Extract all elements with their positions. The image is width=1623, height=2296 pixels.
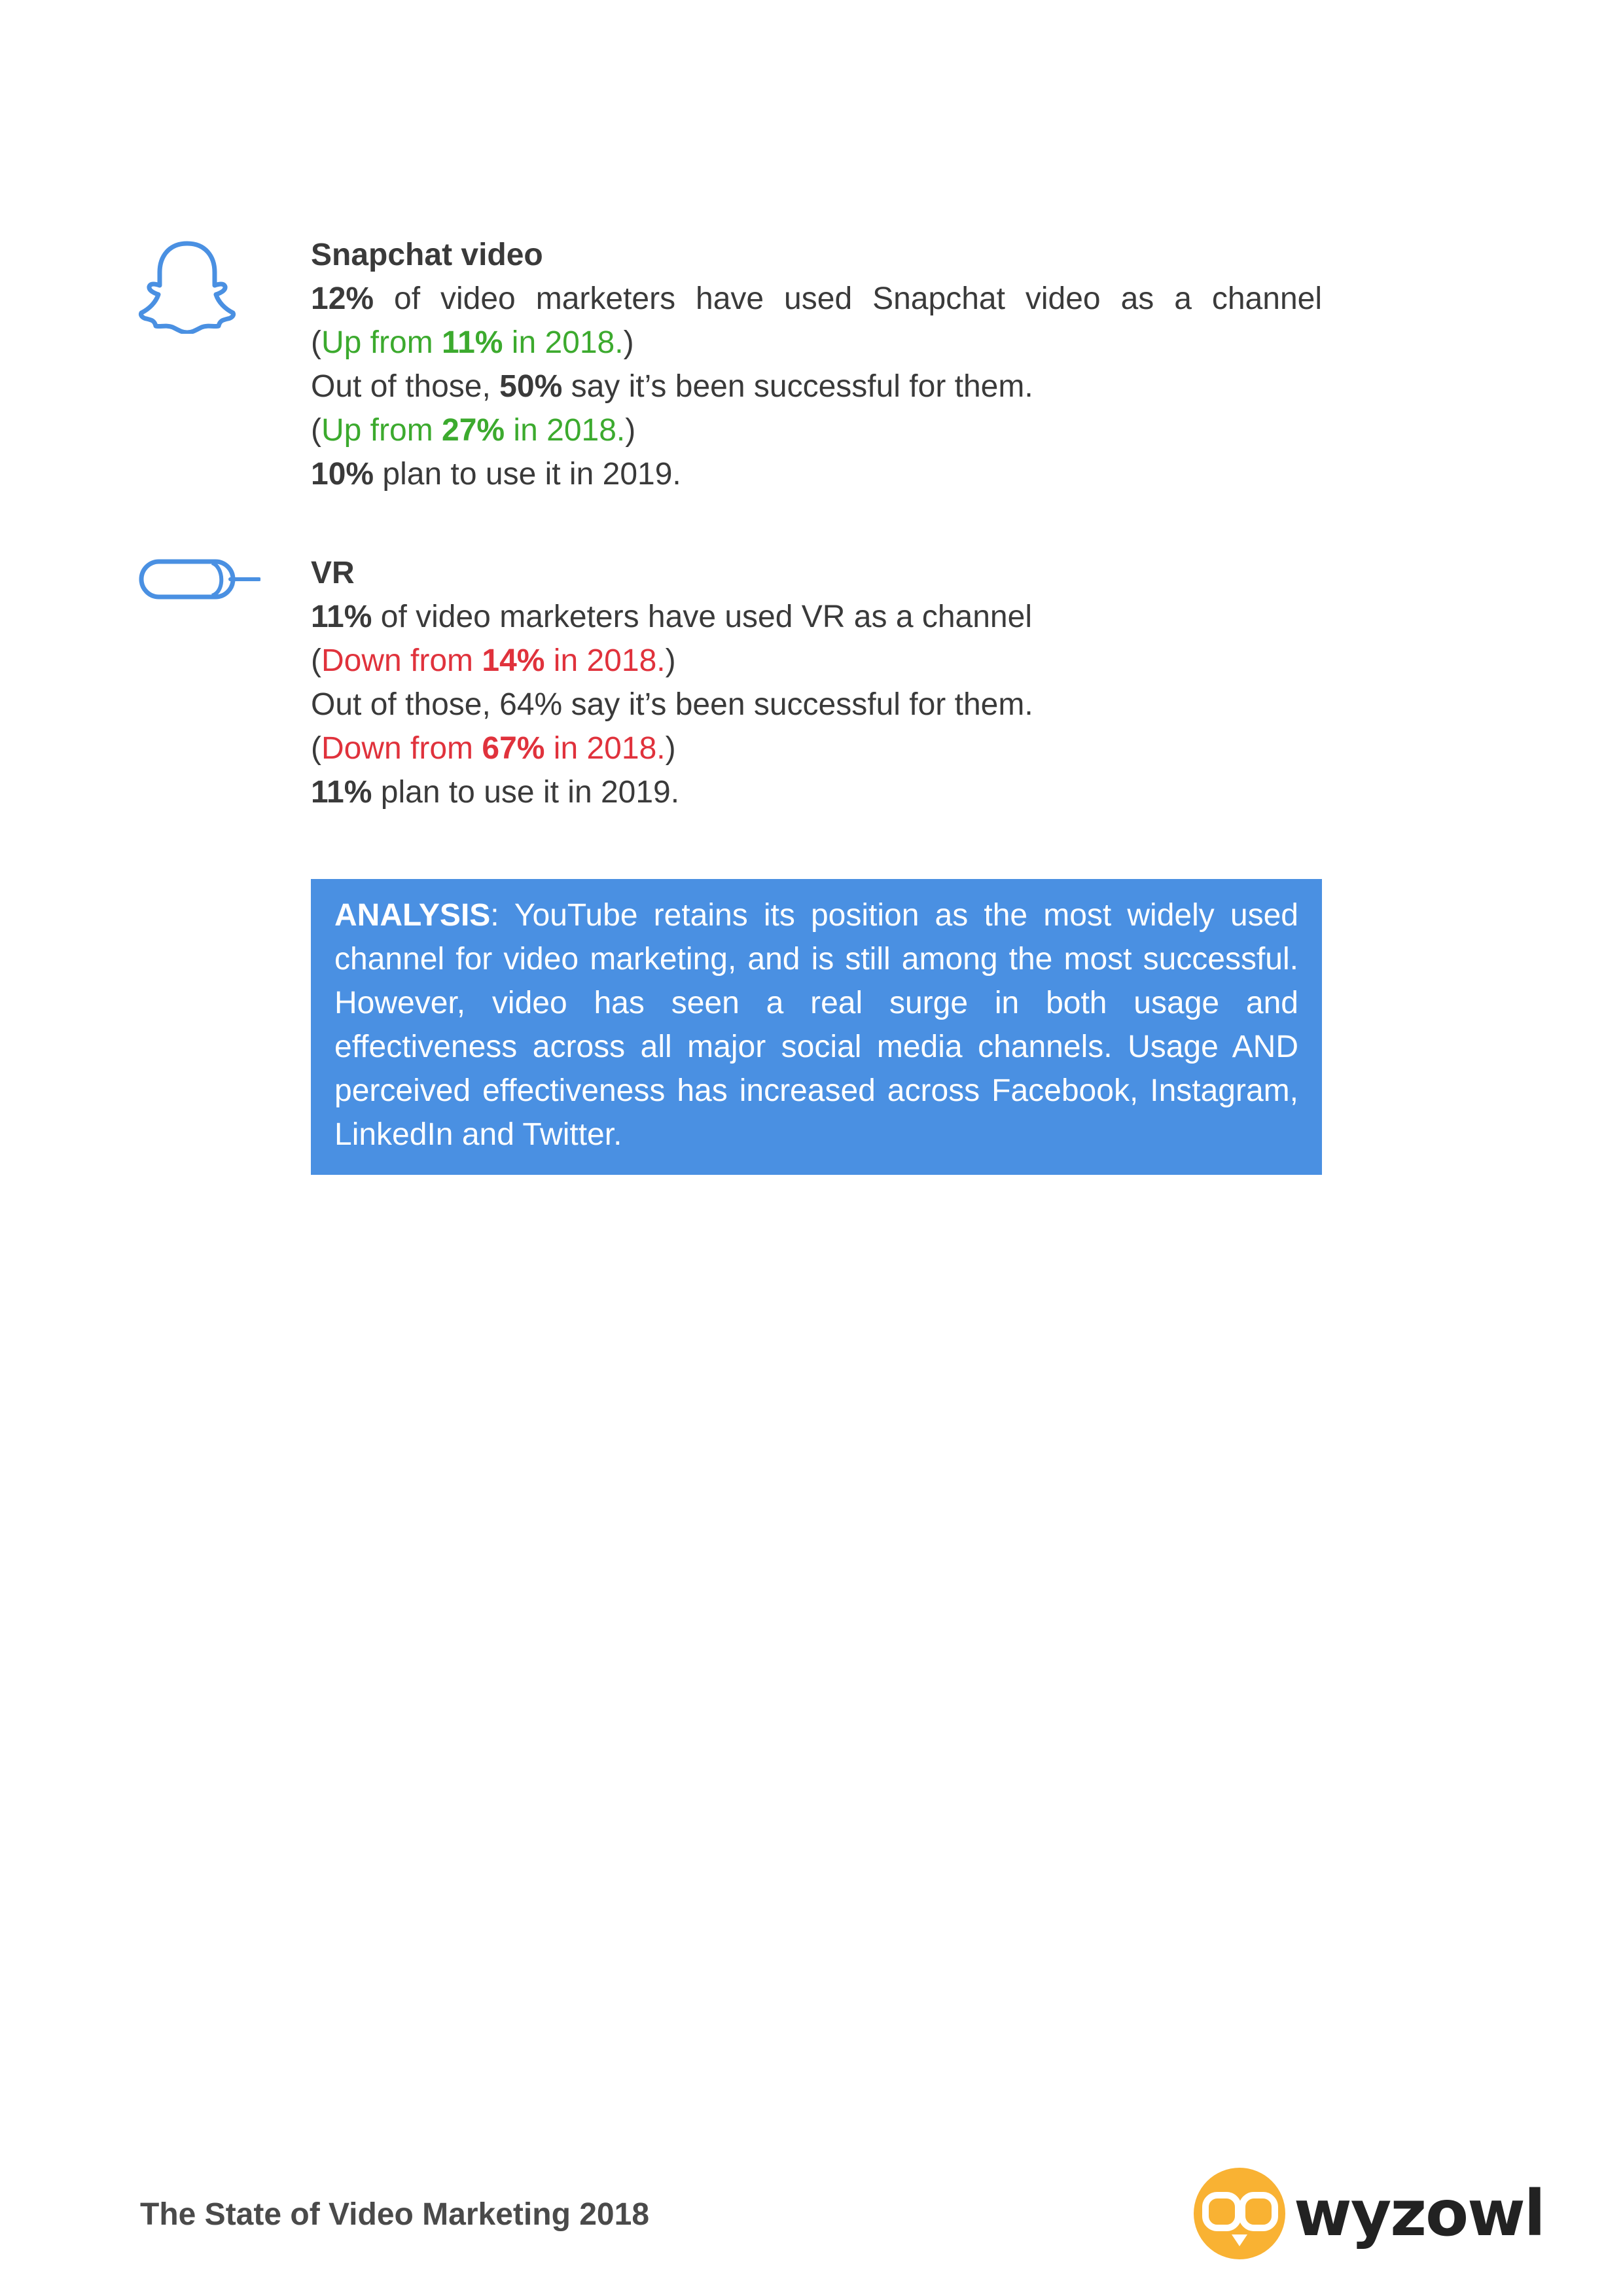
snapchat-usage-line <box>311 277 1322 321</box>
change-pct: 11% <box>442 325 503 360</box>
vr-usage-line <box>311 595 1322 639</box>
snapchat-section <box>311 233 1322 496</box>
change-suffix: in 2018. <box>544 731 666 766</box>
change-prefix: Down from <box>321 731 482 766</box>
success-suffix: say it’s been successful for them. <box>562 369 1033 404</box>
vr-title: VR <box>311 556 355 590</box>
snapchat-usage-pct: 12% <box>311 281 374 316</box>
vr-section <box>311 551 1322 814</box>
change-prefix: Up from <box>321 413 442 448</box>
change-pct: 27% <box>442 413 505 448</box>
snapchat-success-change: (Up from 27% in 2018.) <box>311 413 636 448</box>
vr-plan-line <box>311 770 1322 814</box>
plan-pct: 11% <box>311 775 372 810</box>
vr-success-line: Out of those, 64% say it’s been successful for them. <box>311 687 1033 722</box>
change-prefix: Down from <box>321 643 482 678</box>
change-prefix: Up from <box>321 325 442 360</box>
snapchat-usage-change: (Up from 11% in 2018.) <box>311 325 634 360</box>
snapchat-plan-line <box>311 452 1322 496</box>
vr-usage-pct: 11% <box>311 600 372 634</box>
plan-pct: 10% <box>311 457 374 492</box>
plan-text: plan to use it in 2019. <box>374 457 681 492</box>
vr-headset-icon <box>139 558 260 601</box>
wyzowl-owl-icon <box>1192 2166 1287 2261</box>
snapchat-ghost-icon <box>137 240 237 334</box>
analysis-text: : YouTube retains its position as the most widely used channel for video marketing, and is still among the most successful. However, video has seen a real surge in both usage and effectiveness across all major social media channels. Usage AND perceived effectiveness has increased across Facebook, Instagram, LinkedIn and Twitter. <box>334 898 1298 1152</box>
snapchat-usage-text: of video marketers have used Snapchat video as a channel <box>374 281 1322 316</box>
success-pct: 50% <box>499 369 563 404</box>
vr-usage-text: of video marketers have used VR as a channel <box>372 600 1032 634</box>
success-prefix: Out of those, <box>311 369 500 404</box>
snapchat-title: Snapchat video <box>311 238 543 272</box>
footer-title: The State of Video Marketing 2018 <box>140 2197 650 2232</box>
change-pct: 14% <box>482 643 545 678</box>
change-pct: 67% <box>482 731 545 766</box>
analysis-box <box>311 879 1322 1175</box>
logo-wordmark: wyzowl <box>1294 2177 1544 2250</box>
change-suffix: in 2018. <box>503 325 624 360</box>
plan-text: plan to use it in 2019. <box>372 775 680 810</box>
change-suffix: in 2018. <box>544 643 666 678</box>
change-suffix: in 2018. <box>505 413 626 448</box>
vr-success-change: (Down from 67% in 2018.) <box>311 731 676 766</box>
vr-usage-change: (Down from 14% in 2018.) <box>311 643 676 678</box>
snapchat-success-line <box>311 365 1322 408</box>
analysis-label: ANALYSIS <box>334 898 491 933</box>
